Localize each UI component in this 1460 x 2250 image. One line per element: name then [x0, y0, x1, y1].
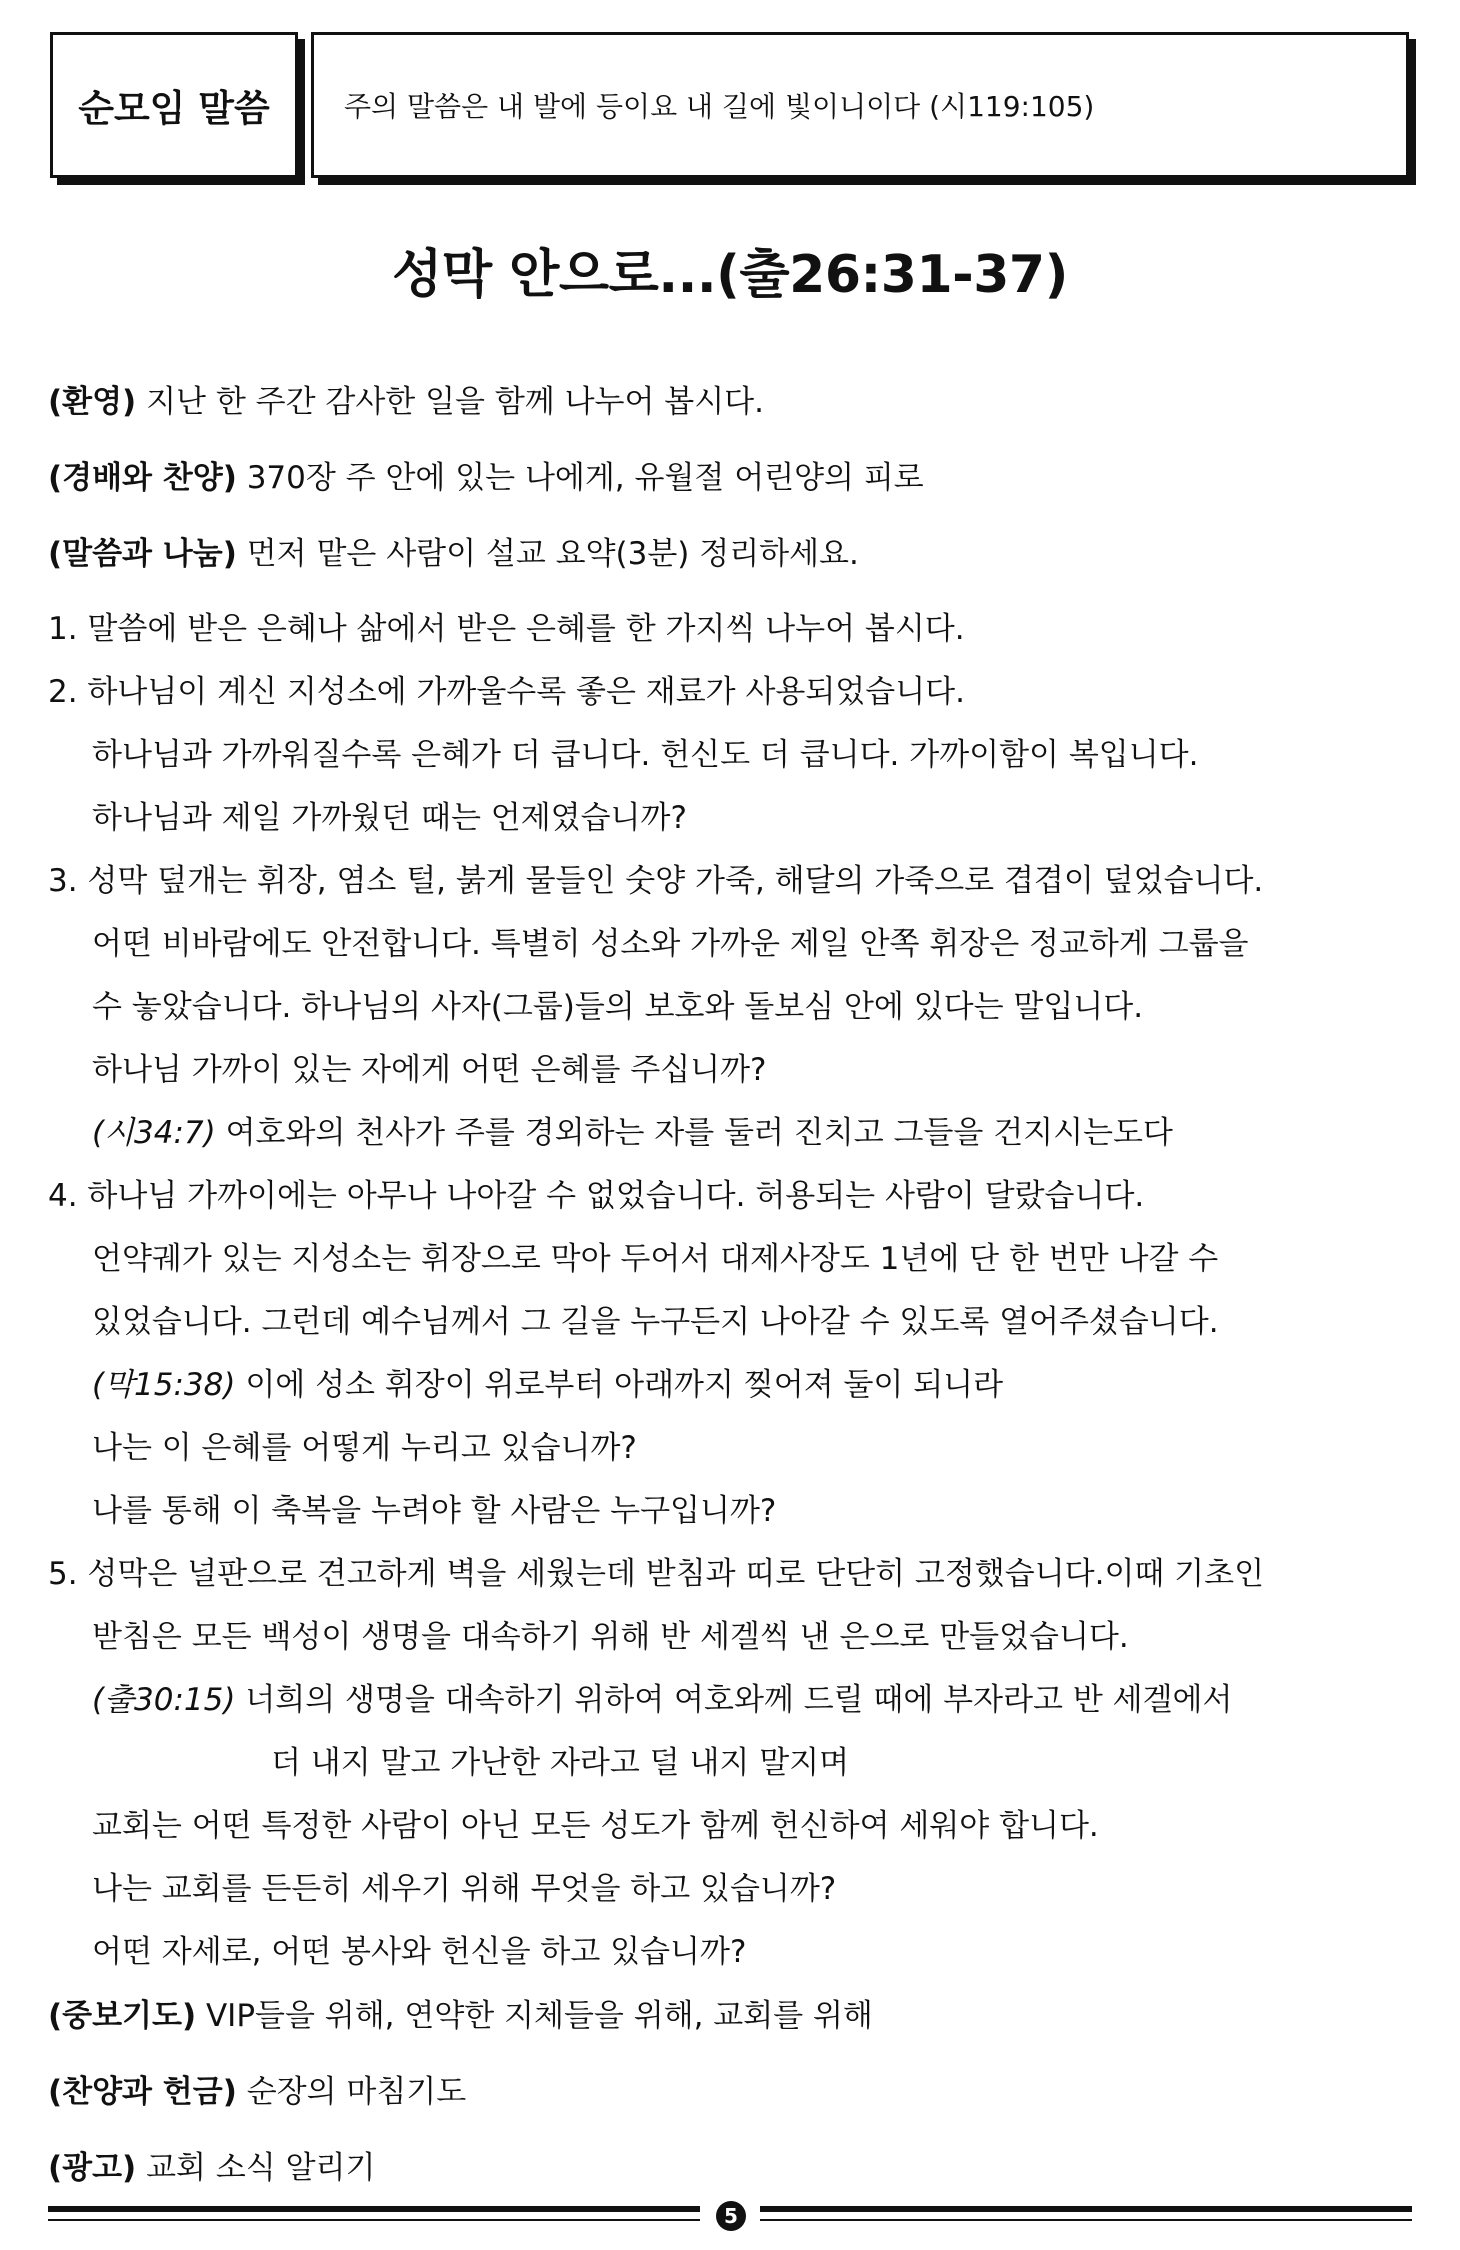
footer-rule-left-thin: [48, 2219, 700, 2221]
item-4-line: 언약궤가 있는 지성소는 휘장으로 막아 두어서 대제사장도 1년에 단 한 번만 나갈 수: [92, 1241, 1219, 1277]
worship-label: (경배와 찬양): [48, 460, 237, 496]
item-2-line: 하나님과 가까워질수록 은혜가 더 큽니다. 헌신도 더 큽니다. 가까이함이 복입니다.: [92, 737, 1199, 773]
item-2-question: 하나님과 제일 가까웠던 때는 언제였습니까?: [92, 800, 687, 836]
prayer-line: [48, 1972, 1418, 2060]
notice-line: [48, 2124, 1418, 2212]
welcome-line: [48, 358, 1418, 446]
item-3-scripture: [48, 1102, 1418, 1165]
item-5: 5. 성막은 널판으로 견고하게 벽을 세웠는데 받침과 띠로 단단히 고정했습니다.이때 기초인: [48, 1556, 1265, 1592]
scripture-text: 여호와의 천사가 주를 경외하는 자를 둘러 진치고 그들을 건지시는도다: [215, 1115, 1173, 1151]
item-5-scripture: [48, 1669, 1418, 1732]
page-number: 5: [716, 2201, 746, 2231]
item-4-question: 나를 통해 이 축복을 누려야 할 사람은 누구입니까?: [92, 1493, 777, 1529]
offering-line: [48, 2048, 1418, 2136]
scripture-text: 이에 성소 휘장이 위로부터 아래까지 찢어져 둘이 되니라: [235, 1367, 1004, 1403]
notice-text: 교회 소식 알리기: [136, 2150, 376, 2186]
item-5-line: 교회는 어떤 특정한 사람이 아닌 모든 성도가 함께 헌신하여 세워야 합니다.: [92, 1808, 1099, 1844]
welcome-text: 지난 한 주간 감사한 일을 함께 나누어 봅시다.: [136, 384, 764, 420]
item-3: 3. 성막 덮개는 휘장, 염소 털, 붉게 물들인 숫양 가죽, 해달의 가죽으로 겹겹이 덮었습니다.: [48, 863, 1264, 899]
item-5-line: 받침은 모든 백성이 생명을 대속하기 위해 반 세겔씩 낸 은으로 만들었습니다.: [92, 1619, 1129, 1655]
item-2: 2. 하나님이 계신 지성소에 가까울수록 좋은 재료가 사용되었습니다.: [48, 674, 965, 710]
word-label: (말씀과 나눔): [48, 536, 237, 572]
prayer-text: VIP들을 위해, 연약한 지체들을 위해, 교회를 위해: [196, 1998, 873, 2034]
footer-rule-left: [48, 2206, 700, 2212]
offering-label: (찬양과 헌금): [48, 2074, 237, 2110]
scripture-reference: (출30:15): [92, 1682, 236, 1718]
item-1: 1. 말씀에 받은 은혜나 삶에서 받은 은혜를 한 가지씩 나누어 봅시다.: [48, 611, 965, 647]
item-4-scripture: [48, 1354, 1418, 1417]
notice-label: (광고): [48, 2150, 137, 2186]
item-4-line: 있었습니다. 그런데 예수님께서 그 길을 누구든지 나아갈 수 있도록 열어주셨습니다.: [92, 1304, 1219, 1340]
footer-rule-right: [760, 2206, 1412, 2212]
item-3-question: 하나님 가까이 있는 자에게 어떤 은혜를 주십니까?: [92, 1052, 767, 1088]
item-3-line: 어떤 비바람에도 안전합니다. 특별히 성소와 가까운 제일 안쪽 휘장은 정교하게 그룹을: [92, 926, 1249, 962]
scripture-reference: (막15:38): [92, 1367, 236, 1403]
footer-rule: [48, 2203, 1412, 2229]
scripture-reference: (시34:7): [92, 1115, 216, 1151]
section-label: 순모임 말씀: [78, 87, 270, 130]
offering-text: 순장의 마침기도: [236, 2074, 467, 2110]
section-label-box: [50, 32, 298, 178]
item-3-line: 수 놓았습니다. 하나님의 사자(그룹)들의 보호와 돌보심 안에 있다는 말입니다.: [92, 989, 1144, 1025]
theme-verse-box: [311, 32, 1409, 178]
footer-rule-right-thin: [760, 2219, 1412, 2221]
worship-line: [48, 434, 1418, 522]
welcome-label: (환영): [48, 384, 137, 420]
item-5-question: 어떤 자세로, 어떤 봉사와 헌신을 하고 있습니까?: [92, 1934, 747, 1970]
item-5-scripture-cont: 더 내지 말고 가난한 자라고 덜 내지 말지며: [271, 1745, 850, 1781]
page-title: 성막 안으로...(출26:31-37): [392, 245, 1068, 305]
item-4-question: 나는 이 은혜를 어떻게 누리고 있습니까?: [92, 1430, 637, 1466]
prayer-label: (중보기도): [48, 1998, 197, 2034]
word-text: 먼저 맡은 사람이 설교 요약(3분) 정리하세요.: [236, 536, 859, 572]
item-4: 4. 하나님 가까이에는 아무나 나아갈 수 없었습니다. 허용되는 사람이 달랐습니다.: [48, 1178, 1145, 1214]
theme-verse: 주의 말씀은 내 발에 등이요 내 길에 빛이니이다 (시119:105): [344, 90, 1095, 123]
word-line: [48, 510, 1418, 598]
body-content: [48, 358, 1418, 2212]
item-5-question: 나는 교회를 든든히 세우기 위해 무엇을 하고 있습니까?: [92, 1871, 837, 1907]
scripture-text: 너희의 생명을 대속하기 위하여 여호와께 드릴 때에 부자라고 반 세겔에서: [235, 1682, 1233, 1718]
worship-text: 370장 주 안에 있는 나에게, 유월절 어린양의 피로: [236, 460, 924, 496]
